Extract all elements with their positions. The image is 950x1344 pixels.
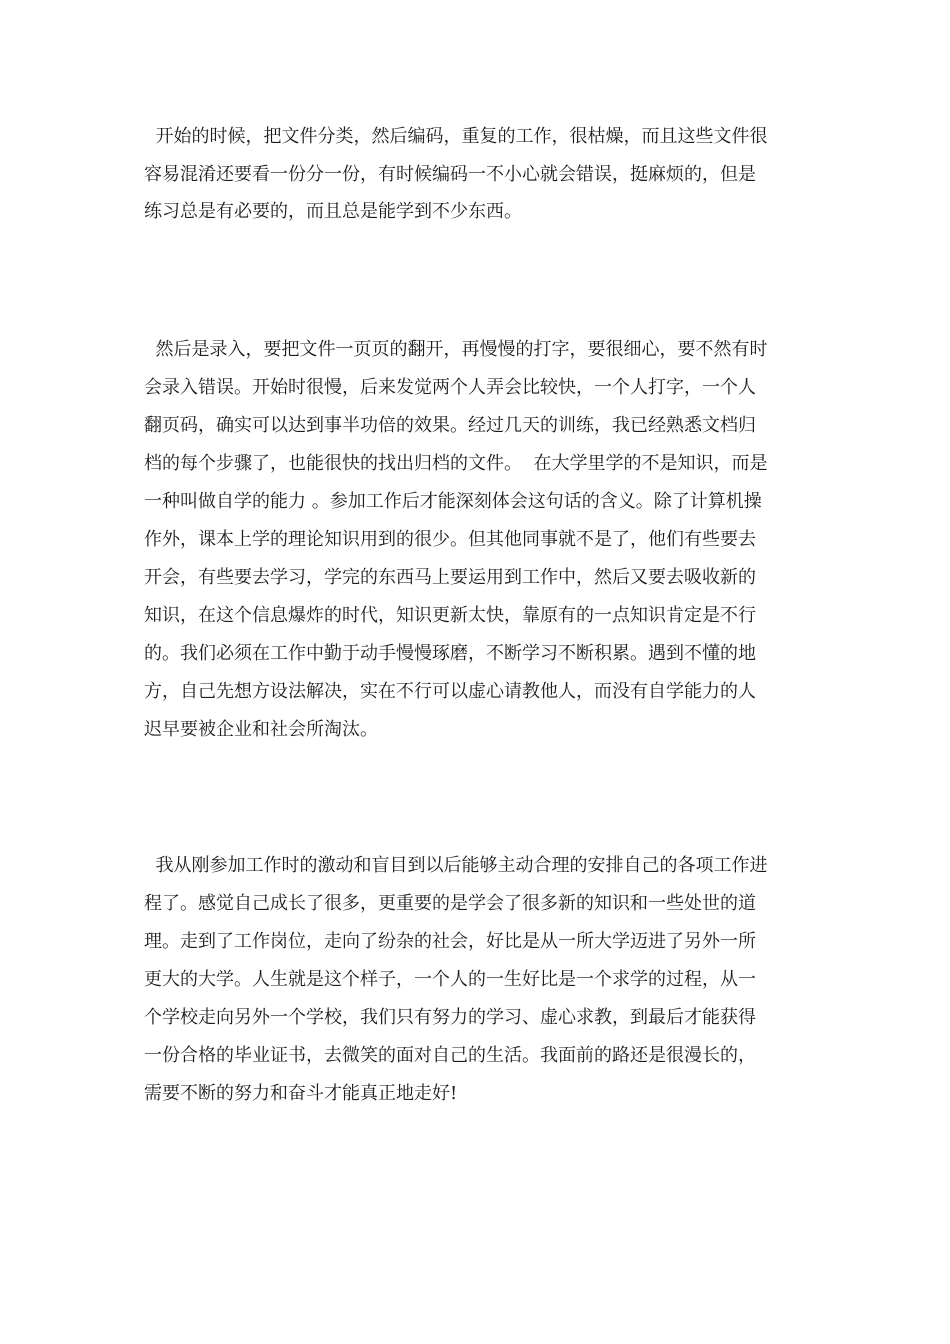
paragraph-3-line-1: 我从刚参加工作时的激动和盲目到以后能够主动合理的安排自己的各项工作进 — [144, 855, 768, 876]
paragraph-3-line-2: 程了。感觉自己成长了很多，更重要的是学会了很多新的知识和一些处世的道 — [144, 893, 756, 914]
paragraph-1-line-1: 开始的时候，把文件分类，然后编码，重复的工作，很枯燥，而且这些文件很 — [144, 126, 768, 147]
paragraph-2-line-3: 翻页码，确实可以达到事半功倍的效果。经过几天的训练，我已经熟悉文档归 — [144, 415, 756, 436]
paragraph-2-line-6: 作外，课本上学的理论知识用到的很少。但其他同事就不是了，他们有些要去 — [144, 529, 756, 550]
paragraph-2-line-1: 然后是录入，要把文件一页页的翻开，再慢慢的打字，要很细心，要不然有时 — [144, 339, 768, 360]
paragraph-1-line-3: 练习总是有必要的，而且总是能学到不少东西。 — [144, 201, 522, 222]
paragraph-2-line-4: 档的每个步骤了，也能很快的找出归档的文件。 在大学里学的不是知识，而是 — [144, 453, 768, 474]
paragraph-3-line-7: 需要不断的努力和奋斗才能真正地走好! — [144, 1083, 458, 1104]
paragraph-3-line-6: 一份合格的毕业证书，去微笑的面对自己的生活。我面前的路还是很漫长的， — [144, 1045, 756, 1066]
paragraph-2-line-11: 迟早要被企业和社会所淘汰。 — [144, 719, 378, 740]
paragraph-2-line-8: 知识，在这个信息爆炸的时代，知识更新太快，靠原有的一点知识肯定是不行 — [144, 605, 756, 626]
paragraph-1-line-2: 容易混淆还要看一份分一份，有时候编码一不小心就会错误，挺麻烦的，但是 — [144, 164, 756, 185]
paragraph-2-line-2: 会录入错误。开始时很慢，后来发觉两个人弄会比较快，一个人打字，一个人 — [144, 377, 756, 398]
paragraph-3-line-5: 个学校走向另外一个学校，我们只有努力的学习、虚心求教，到最后才能获得 — [144, 1007, 756, 1028]
paragraph-3-line-4: 更大的大学。人生就是这个样子，一个人的一生好比是一个求学的过程，从一 — [144, 969, 756, 990]
paragraph-2-line-10: 方，自己先想方设法解决，实在不行可以虚心请教他人，而没有自学能力的人 — [144, 681, 756, 702]
paragraph-2-line-5: 一种叫做自学的能力 。参加工作后才能深刻体会这句话的含义。除了计算机操 — [144, 491, 762, 512]
paragraph-2-line-9: 的。我们必须在工作中勤于动手慢慢琢磨，不断学习不断积累。遇到不懂的地 — [144, 643, 756, 664]
paragraph-3-line-3: 理。走到了工作岗位，走向了纷杂的社会，好比是从一所大学迈进了另外一所 — [144, 931, 756, 952]
paragraph-2-line-7: 开会，有些要去学习，学完的东西马上要运用到工作中，然后又要去吸收新的 — [144, 567, 756, 588]
